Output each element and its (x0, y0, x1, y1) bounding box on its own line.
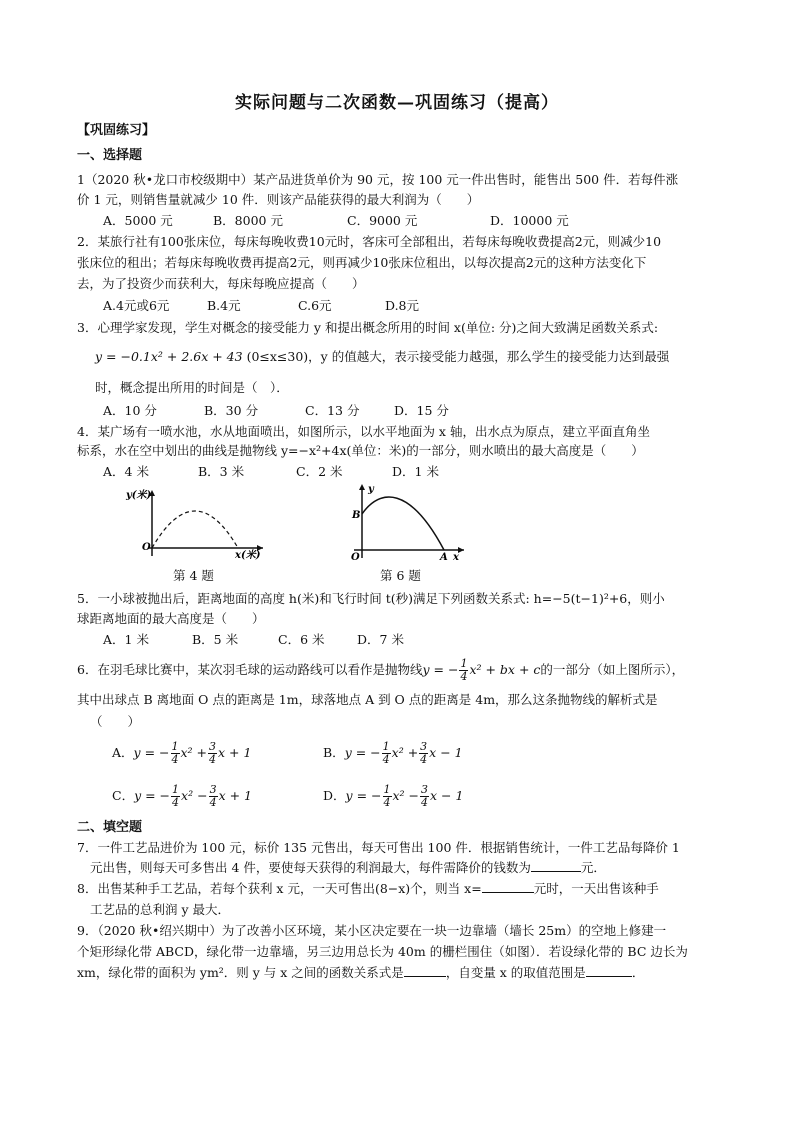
q9-line3-suffix: ． (631, 965, 645, 980)
frac-den: 4 (421, 796, 429, 809)
q3-option-c: C．13 分 (305, 403, 360, 418)
q7-answer-blank[interactable] (531, 859, 581, 872)
frac-den: 4 (209, 753, 217, 766)
q6-option-d (323, 784, 463, 809)
q6-option-b (323, 741, 463, 766)
q6-option-c-tail: x + 1 (218, 788, 252, 803)
q3-line1: 3．心理学家发现，学生对概念的接受能力 y 和提出概念所用的时间 x(单位: 分)之间大致满足函数关系式: (77, 320, 659, 335)
q8-line1-suffix: 元时，一天出售该种手 (533, 881, 659, 896)
q8-line1 (77, 879, 727, 899)
q6-option-c (112, 784, 252, 809)
q8-line1-text: 8．出售某种手工艺品，若每个获利 x 元，一天可售出(8−x)个，则当 x= (77, 881, 482, 896)
q6-option-d-tail: x − 1 (430, 788, 464, 803)
frac-num: 1 (382, 740, 390, 753)
q4-line1: 4．某广场有一喷水池，水从地面喷出，如图所示，以水平地面为 x 轴，出水点为原点，建立平面直角坐 (77, 424, 650, 439)
fig6-ylabel: y (368, 484, 374, 495)
q6-option-d-mid: x² − (392, 788, 420, 803)
q2-line1: 2．某旅行社有100张床位，每床每晚收费10元时，客床可全部租出，若每床每晚收费提高2元，则减少10 (77, 234, 662, 249)
q3-formula: y = −0.1x² + 2.6x + 43 (95, 349, 243, 364)
q6-formula-tail: x² + bx + c (469, 662, 541, 677)
q9-line3-text: xm，绿化带的面积为 ym²．则 y 与 x 之间的函数关系式是 (77, 965, 404, 980)
q7-line2-suffix: 元． (580, 860, 606, 875)
q3-option-a: A．10 分 (103, 403, 157, 418)
q3-option-d: D．15 分 (394, 403, 449, 418)
q5-line1: 5．一小球被抛出后，距离地面的高度 h(米)和飞行时间 t(秒)满足下列函数关系式: h=−5(t−1)²+6，则小 (77, 591, 665, 606)
page-title: 实际问题与二次函数—巩固练习（提高） (235, 93, 559, 113)
q6-option-b-label: B． (323, 745, 345, 760)
q1-line1: 1（2020 秋•龙口市校级期中）某产品进货单价为 90 元，按 100 元一件出售时，能售出 500 件．若每件涨 (77, 172, 679, 187)
q6-line3: （ ） (90, 714, 141, 729)
q8-line2: 工艺品的总利润 y 最大． (90, 902, 231, 917)
fig6-shuttle-path (362, 497, 444, 550)
frac-den: 4 (382, 753, 390, 766)
q6-option-b-tail: x − 1 (429, 745, 463, 760)
q8-answer-blank[interactable] (482, 880, 534, 893)
q6-option-d-label: D． (323, 788, 346, 803)
q6-formula-head: y = − (422, 662, 459, 677)
q7-line2 (90, 858, 740, 878)
q5-option-c: C．6 米 (278, 632, 325, 647)
q2-option-b: B.4元 (207, 298, 241, 313)
q6-line2: 其中出球点 B 离地面 O 点的距离是 1m，球落地点 A 到 O 点的距离是 4m，那么这条抛物线的解析式是 (77, 692, 658, 707)
fig4-caption: 第 4 题 (173, 568, 214, 583)
q7-line2-text: 元出售，则每天可多售出 4 件，要使每天获得的利润最大，每件需降价的钱数为 (90, 860, 531, 875)
frac-num: 3 (421, 783, 429, 796)
q6-option-a-mid: x² + (180, 745, 208, 760)
frac-num: 3 (420, 740, 428, 753)
q6-option-c-mid: x² − (181, 788, 208, 803)
q4-option-d: D．1 米 (392, 464, 439, 479)
fig6-point-b: B (352, 510, 361, 521)
fig4-origin: O (142, 542, 151, 553)
q6-fraction (459, 658, 468, 683)
q9-line1: 9．（2020 秋•绍兴期中）为了改善小区环境，某小区决定要在一块一边靠墙（墙长 25m）的空地上修建一 (77, 923, 667, 938)
frac-num: 3 (209, 783, 217, 796)
frac-den: 4 (209, 796, 217, 809)
q6-option-a-label: A． (112, 745, 134, 760)
fig6-xlabel: x (453, 552, 459, 563)
q4-option-b: B．3 米 (198, 464, 245, 479)
q1-option-d: D．10000 元 (490, 213, 569, 228)
q3-line2 (95, 347, 735, 367)
q5-option-d: D．7 米 (357, 632, 404, 647)
frac-den: 4 (383, 796, 391, 809)
fig6-caption: 第 6 题 (380, 568, 421, 583)
section-consolidate: 【巩固练习】 (77, 123, 156, 138)
q9-line2: 个矩形绿化带 ABCD，绿化带一边靠墙，另三边用总长为 40m 的栅栏围住（如图）．若设绿化带的 BC 边长为 (77, 944, 688, 959)
fig4-ylabel: y(米) (126, 490, 152, 501)
q2-option-c: C.6元 (298, 298, 332, 313)
q9-function-blank[interactable] (404, 964, 446, 977)
q6-option-a-head: y = − (133, 745, 170, 760)
frac-den: 4 (420, 753, 428, 766)
q5-option-a: A．1 米 (103, 632, 149, 647)
q6-option-b-head: y = − (344, 745, 381, 760)
q4-line2: 标系，水在空中划出的曲线是抛物线 y=−x²+4x(单位：米)的一部分，则水喷出的最大高度是（ ） (77, 443, 644, 458)
q6-option-a-tail: x + 1 (218, 745, 252, 760)
q4-option-a: A．4 米 (103, 464, 149, 479)
q1-option-a: A．5000 元 (103, 213, 173, 228)
q5-line2: 球距离地面的最大高度是（ ） (77, 611, 265, 626)
q6-option-a (112, 741, 251, 766)
q5-option-b: B．5 米 (192, 632, 239, 647)
q2-line3: 去，为了投资少而获利大，每床每晚应提高（ ） (77, 276, 365, 291)
q2-line2: 张床位的租出；若每床每晚收费再提高2元，则再减少10张床位租出，以每次提高2元的这种方法变化下 (77, 255, 647, 270)
q1-option-c: C．9000 元 (347, 213, 418, 228)
fig4-water-arc (152, 511, 238, 548)
frac-num: 1 (383, 783, 391, 796)
q6-option-c-label: C． (112, 788, 135, 803)
frac-den: 4 (171, 753, 179, 766)
q3-option-b: B．30 分 (204, 403, 259, 418)
q6-frac-den: 4 (460, 670, 468, 683)
fig4-xlabel: x(米) (235, 550, 261, 561)
section-multiple-choice: 一、选择题 (77, 148, 143, 163)
frac-den: 4 (172, 796, 180, 809)
q6-line1-text: 6．在羽毛球比赛中，某次羽毛球的运动路线可以看作是抛物线 (77, 662, 423, 677)
fig6-point-a: A (440, 552, 448, 563)
q3-line2-text: (0≤x≤30)，y 的值越大，表示接受能力越强，那么学生的接受能力达到最强 (246, 349, 670, 364)
q3-line3: 时，概念提出所用的时间是（ ）． (95, 380, 289, 395)
q2-option-d: D.8元 (385, 298, 420, 313)
frac-num: 1 (171, 740, 179, 753)
q6-option-c-head: y = − (134, 788, 171, 803)
q6-line1 (77, 658, 727, 683)
q6-option-d-head: y = − (345, 788, 382, 803)
q9-line3-mid: ，自变量 x 的取值范围是 (445, 965, 586, 980)
fig6-origin: O (351, 552, 360, 563)
q9-range-blank[interactable] (586, 964, 632, 977)
figure-q6-parabola (340, 480, 470, 564)
frac-num: 3 (209, 740, 217, 753)
q6-frac-num: 1 (460, 657, 468, 670)
fig6-y-arrow (359, 484, 365, 490)
frac-num: 1 (172, 783, 180, 796)
section-fill-blank: 二、填空题 (77, 820, 143, 835)
q6-option-b-mid: x² + (391, 745, 419, 760)
q4-option-c: C．2 米 (296, 464, 343, 479)
figure-q4-parabola (118, 484, 268, 564)
q2-option-a: A.4元或6元 (103, 298, 170, 313)
q9-line3 (77, 963, 727, 983)
q6-line1-suffix: 的一部分（如上图所示）， (540, 662, 685, 677)
q1-line2: 价 1 元，则销售量就减少 10 件．则该产品能获得的最大利润为（ ） (77, 192, 480, 207)
q1-option-b: B．8000 元 (213, 213, 283, 228)
q7-line1: 7．一件工艺品进价为 100 元，标价 135 元售出，每天可售出 100 件．根据销售统计，一件工艺品每降价 1 (77, 840, 680, 855)
